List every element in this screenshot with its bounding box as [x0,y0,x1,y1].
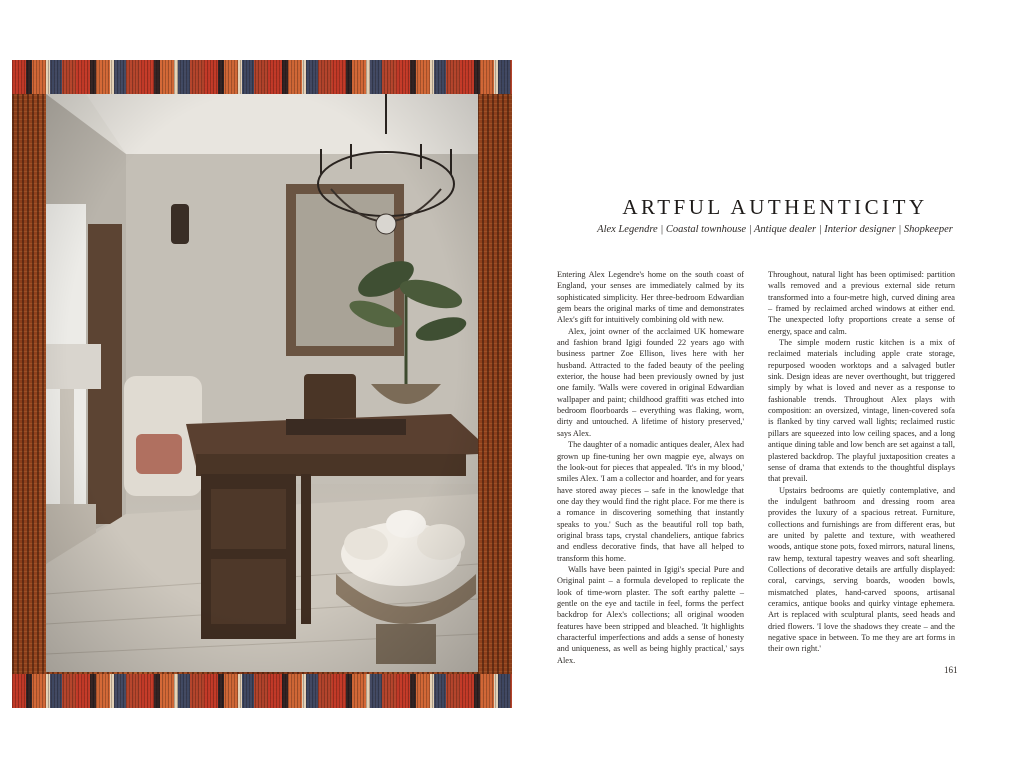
page-number: 161 [944,665,958,675]
article-subtitle: Alex Legendre | Coastal townhouse | Antique dealer | Interior designer | Shopkeeper [597,224,953,235]
paragraph: Walls have been painted in Igigi's special Pure and Original paint – a formula developed to replicate the look of time-worn plaster. The soft earthy palette – gentle on the eye and tactile in feel, forms the perfect backdrop for Alex's collections; all original wooden features have been stripped and bleached. 'It highlights characterful imperfections and adds a sense of honesty and uniqueness, as well as being highly practical,' says Alex. [557,564,744,665]
paragraph: Throughout, natural light has been optimised: partition walls removed and a previous external side return transformed into a four-metre high, curved dining area – framed by reclaimed arched windows at either end. The unexpected lofty proportions create a sense of energy, space and calm. [768,270,955,336]
interior-photograph [46,94,478,672]
paragraph: The daughter of a nomadic antiques dealer, Alex had grown up fine-tuning her own magpie eye, always on the look-out for pieces that appealed. 'It's in my blood,' smiles Alex. 'I am a collector and hoarder, and for years have stored away pieces – safe in the knowledge that one day they would find the right place. For me there is a romance in discovering something that instantly speaks to you.' Such as the beautiful roll top bath, original brass taps, crystal chandeliers, antique fabrics and endless decorative finds, that have all helped to transform this home. [557,440,744,563]
article-title: ARTFUL AUTHENTICITY [622,195,928,219]
text-column-right [768,269,955,655]
kilim-rug-border [12,60,512,708]
interior-scene [46,94,478,672]
paragraph: The simple modern rustic kitchen is a mix of reclaimed materials including apple crate storage, repurposed wooden worktops and a salvaged butler sink. Design ideas are never overthought, but triggered simply by what is loved and never as a response to fashionable trends. Throughout Alex plays with composition: an oversized, vintage, linen-covered sofa is flanked by tiny carved wall lights; reclaimed rustic pillars are squeezed into low ceiling spaces, and a long antique dining table and low bench are set against a tall, plastered backdrop. The playful juxtaposition creates a sense of drama that extends to the thoughtful displays that prevail. [768,338,955,484]
paragraph: Upstairs bedrooms are quietly contemplative, and the indulgent bathroom and dressing room area provides the luxury of a spacious retreat. Furniture, collections and furnishings are from different eras, but are united by palette and texture, with weathered woods, antique stone pots, foxed mirrors, natural linens, raw hemp, textural tapestry weaves and soft shearling. Collections of decorative details are artfully displayed: coral, carvings, serving boards, wooden bowls, mismatched plates, hand-carved spoons, artisanal ceramics, antique books and quirky vintage ephemera. Art is replaced with sculptural plants, seed heads and dried flowers. 'I love the shadows they create – and the negative space in between. To me they are art forms in their own right.' [768,485,955,654]
kilim-pattern-top [12,60,512,94]
text-column-left [557,269,744,666]
kilim-pattern-bottom [12,674,512,708]
paragraph: Entering Alex Legendre's home on the south coast of England, your senses are immediately calmed by its sophisticated simplicity. Her three-bedroom Edwardian gem bears the original marks of time and demonstrates Alex's gift for intuitively combining old with new. [557,270,744,325]
paragraph: Alex, joint owner of the acclaimed UK homeware and fashion brand Igigi founded 22 years ago with business partner Zoe Ellison, lives here with her husband. Attracted to the faded beauty of the peeling exterior, the house had been previously owned by just one family. 'Walls were covered in original Edwardian wallpaper and paint; childhood graffiti was etched into bedroom floorboards – everything was flaking, worn, dirty and untouched. A lifetime of history preserved,' says Alex. [557,326,744,438]
